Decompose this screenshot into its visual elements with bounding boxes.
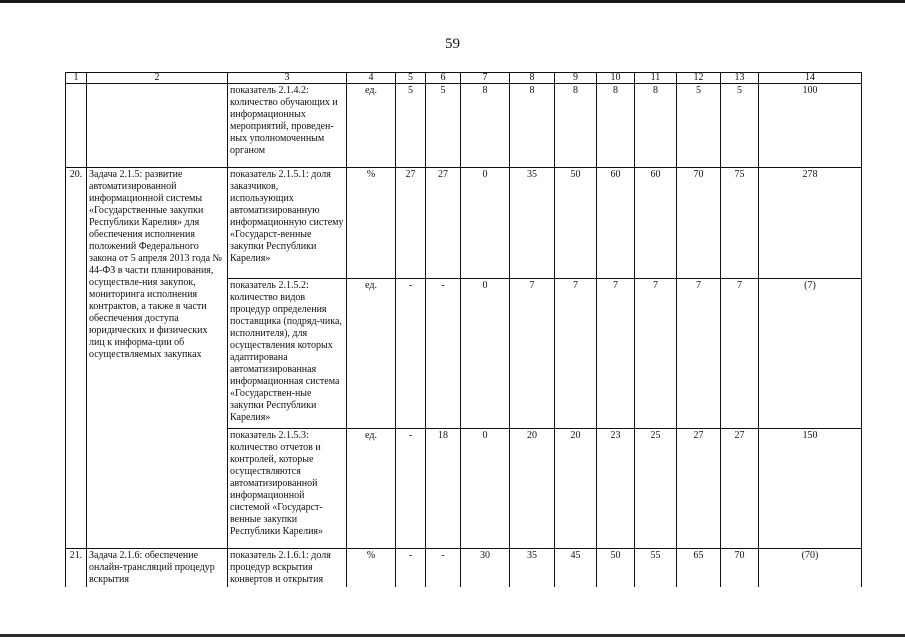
value-cell: 8	[510, 84, 555, 168]
value-cell: 0	[461, 429, 510, 549]
page-top-edge	[0, 0, 905, 3]
value-cell: 50	[555, 168, 597, 279]
task-cell: Задача 2.1.6: обеспечение онлайн-трансляций процедур вскрытия	[87, 549, 228, 588]
indicator-cell: показатель 2.1.5.1: доля заказчиков, использующих автоматизированную информационную систему «Государст-венные закупки Республики Карелия»	[228, 168, 347, 279]
column-number: 13	[721, 73, 759, 84]
value-cell: 278	[759, 168, 862, 279]
value-cell: 25	[635, 429, 677, 549]
row-number	[66, 84, 87, 168]
value-cell: 75	[721, 168, 759, 279]
value-cell: 70	[677, 168, 721, 279]
value-cell: (70)	[759, 549, 862, 588]
task-cell	[87, 84, 228, 168]
value-cell: (7)	[759, 279, 862, 429]
value-cell: 60	[597, 168, 635, 279]
value-cell: 5	[396, 84, 426, 168]
value-cell: 8	[635, 84, 677, 168]
page-bottom-edge	[0, 634, 905, 637]
column-number: 8	[510, 73, 555, 84]
task-cell: Задача 2.1.5: развитие автоматизированной информационной системы «Государственные закупки Республики Карелия» для обеспечения исполнения положений Федерального закона от 5 апреля 2013 года № 44-ФЗ в части планирования, осуществле-ния закупок, мониторинга исполнения контрактов, а также в части обеспечения доступа юридических и физических лиц к информа-ции об осуществляемых закупках	[87, 168, 228, 549]
value-cell: 7	[635, 279, 677, 429]
indicators-table	[65, 72, 862, 587]
value-cell: 100	[759, 84, 862, 168]
value-cell: 7	[555, 279, 597, 429]
page-number: 59	[445, 36, 460, 52]
value-cell: 5	[677, 84, 721, 168]
column-number: 4	[347, 73, 396, 84]
column-number: 6	[426, 73, 461, 84]
value-cell: 27	[426, 168, 461, 279]
value-cell: 0	[461, 279, 510, 429]
value-cell: 60	[635, 168, 677, 279]
value-cell: 7	[677, 279, 721, 429]
value-cell: -	[396, 279, 426, 429]
value-cell: 45	[555, 549, 597, 588]
table-row	[66, 84, 862, 168]
value-cell: 7	[597, 279, 635, 429]
indicator-cell: показатель 2.1.5.2: количество видов процедур определения поставщика (подряд-чика, исполнителя), для осуществления которых адаптирована автоматизированная информационная система «Государствен-ные закупки Республики Карелия»	[228, 279, 347, 429]
column-number: 14	[759, 73, 862, 84]
value-cell: 8	[461, 84, 510, 168]
value-cell: 27	[396, 168, 426, 279]
value-cell: 7	[510, 279, 555, 429]
column-number: 7	[461, 73, 510, 84]
value-cell: 70	[721, 549, 759, 588]
value-cell: 0	[461, 168, 510, 279]
column-number: 9	[555, 73, 597, 84]
column-number: 3	[228, 73, 347, 84]
value-cell: -	[426, 549, 461, 588]
value-cell: 18	[426, 429, 461, 549]
value-cell: -	[396, 549, 426, 588]
value-cell: 30	[461, 549, 510, 588]
column-number-row	[66, 73, 862, 84]
column-number: 2	[87, 73, 228, 84]
indicator-cell: показатель 2.1.6.1: доля процедур вскрытия конвертов и открытия	[228, 549, 347, 588]
value-cell: 50	[597, 549, 635, 588]
value-cell: 27	[721, 429, 759, 549]
value-cell: 8	[555, 84, 597, 168]
value-cell: -	[426, 279, 461, 429]
value-cell: -	[396, 429, 426, 549]
unit-cell: ед.	[347, 429, 396, 549]
value-cell: 65	[677, 549, 721, 588]
value-cell: 35	[510, 549, 555, 588]
value-cell: 55	[635, 549, 677, 588]
value-cell: 20	[510, 429, 555, 549]
column-number: 5	[396, 73, 426, 84]
value-cell: 20	[555, 429, 597, 549]
value-cell: 35	[510, 168, 555, 279]
row-number: 20.	[66, 168, 87, 549]
unit-cell: ед.	[347, 279, 396, 429]
value-cell: 23	[597, 429, 635, 549]
table-row	[66, 549, 862, 588]
value-cell: 27	[677, 429, 721, 549]
unit-cell: ед.	[347, 84, 396, 168]
row-number: 21.	[66, 549, 87, 588]
value-cell: 5	[426, 84, 461, 168]
value-cell: 150	[759, 429, 862, 549]
indicator-cell: показатель 2.1.4.2: количество обучающих и информационных мероприятий, проведен-ных уполномоченным органом	[228, 84, 347, 168]
column-number: 1	[66, 73, 87, 84]
unit-cell: %	[347, 549, 396, 588]
column-number: 11	[635, 73, 677, 84]
indicator-cell: показатель 2.1.5.3: количество отчетов и контролей, которые осуществляются автоматизированной информационной системой «Государст-венные закупки Республики Карелия»	[228, 429, 347, 549]
column-number: 12	[677, 73, 721, 84]
table-row	[66, 168, 862, 279]
unit-cell: %	[347, 168, 396, 279]
column-number: 10	[597, 73, 635, 84]
value-cell: 5	[721, 84, 759, 168]
value-cell: 7	[721, 279, 759, 429]
value-cell: 8	[597, 84, 635, 168]
